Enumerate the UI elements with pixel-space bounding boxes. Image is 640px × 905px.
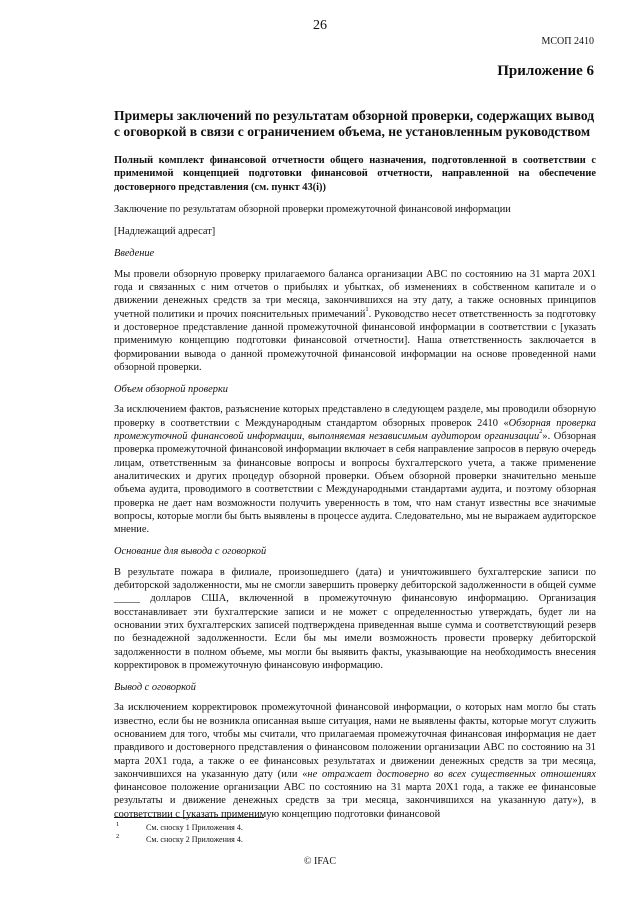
scope-text-b: ». Обзорная проверка промежуточной финансовой информации включает в себя направление запросов в первую очередь лицам, ответственным за финансовые вопросы и вопросы бухгалтерского учета, а также применение аналитических и других процедур обзорной проверки. Объем обзорной проверки значительно меньше объема аудита, проводимого в соответствии с Международными стандартами аудита, и поэтому обзорная проверка не дает нам возможности получить уверенность в том, что нам станут известны все значимые вопросы, которые могли бы быть выявлены в процессе аудита. Следовательно, мы не выражаем аудиторское мнение. (114, 431, 596, 536)
copyright-footer: © IFAC (303, 856, 337, 867)
basis-paragraph: В результате пожара в филиале, произошедшего (дата) и уничтожившего бухгалтерские записи по дебиторской задолженности, мы не смогли завершить проверку дебиторской задолженности в общей сумме _____ долларов США, включенной в промежуточную финансовую информацию. Организация восстанавливает эти бухгалтерские записи и не может с определенностью утверждать, будет ли на основании этих бухгалтерских записей подтверждена приведенная выше сумма и соответствующий резерв по безнадежной задолженности. Если бы мы имели возможность провести проверку дебиторской задолженности в полном объеме, мы могли бы выявить факты, указывающие на необходимость внесения корректировок в промежуточную финансовую информацию. (114, 566, 596, 671)
conclusion-italic: не отражает достоверно во всех существенных отношениях (307, 768, 596, 780)
footnote-text: См. сноску 2 Приложения 4. (146, 835, 243, 844)
conclusion-paragraph (114, 701, 596, 821)
page-number: 26 (313, 18, 327, 33)
section-heading-basis: Основание для вывода с оговоркой (114, 546, 267, 558)
section-heading-intro: Введение (114, 248, 155, 260)
section-heading-conclusion: Вывод с оговоркой (114, 682, 196, 694)
appendix-title: Приложение 6 (497, 63, 594, 79)
page-body (114, 108, 596, 830)
conclusion-text-a: За исключением корректировок промежуточной финансовой информации, о которых нам могло бы стать известно, если бы не возникла описанная выше ситуация, нами не выявлены факты, которые могут служить основанием для того, чтобы мы считали, что прилагаемая промежуточная финансовая информация не дает правдивого и достоверного представления о финансовом положении организации ABC по состоянию на 31 марта 20X1 года, а также о ее финансовых результатах и движении денежных средств за три месяца, закончившихся на указанную дату (или « (114, 702, 596, 780)
footnote-text: См. сноску 1 Приложения 4. (146, 823, 243, 832)
footnote-1: 1 См. сноску 1 Приложения 4. (116, 821, 243, 832)
intro-text-a: Мы провели обзорную проверку прилагаемого баланса организации ABC по состоянию на 31 марта 20X1 года и связанных с ним отчетов о прибылях и убытках, об изменениях в собственном капитале и о движении денежных средств за три месяца, закончившихся на эту дату, а также основных принципов учетной политики и прочих пояснительных примечаний (114, 268, 596, 320)
scope-text-a: За исключением фактов, разъяснение которых представлено в следующем разделе, мы проводили обзорную проверку в соответствии с Международным стандартом обзорных проверок 2410 « (114, 404, 596, 429)
intro-text-b: . Руководство несет ответственность за подготовку и достоверное представление данной промежуточной финансовой информации в соответствии с [указать применимую концепцию подготовки финансовой отчетности]. Наша ответственность заключается в формировании вывода о данной промежуточной финансовой информации на основе проведенной нами обзорной проверки. (114, 308, 596, 373)
report-title: Заключение по результатам обзорной проверки промежуточной финансовой информации (114, 203, 511, 215)
document-title: Примеры заключений по результатам обзорной проверки, содержащих вывод с оговоркой в связи с ограничением объема, не установленным руководством (114, 108, 595, 139)
footnote-ref-2[interactable]: 2 (539, 428, 543, 436)
addressee: [Надлежащий адресат] (114, 226, 216, 238)
footnote-2: 2 См. сноску 2 Приложения 4. (116, 833, 243, 844)
document-subtitle: Полный комплект финансовой отчетности общего назначения, подготовленной в соответствии с применимой концепцией подготовки финансовой отчетности, направленной на обеспечение достоверного представления (см. пункт 43(i)) (114, 155, 596, 193)
footnote-divider (114, 817, 264, 818)
document-code: МСОП 2410 (541, 36, 594, 47)
conclusion-text-b: финансовое положение организации ABC по состоянию на 31 марта 20X1 года, а также ее финансовые результаты и движение денежных средств за три месяца, закончившихся на указанную дату»), в соответствии с [указать применимую концепцию подготовки финансовой (114, 782, 596, 820)
footnotes (114, 817, 596, 846)
section-heading-scope: Объем обзорной проверки (114, 384, 229, 396)
intro-paragraph (114, 268, 596, 374)
footnote-ref-1[interactable]: 1 (365, 305, 369, 313)
scope-paragraph (114, 403, 596, 536)
standard-title: Обзорная проверка промежуточной финансовой информации, выполняемая независимым аудитором организации (114, 417, 596, 443)
